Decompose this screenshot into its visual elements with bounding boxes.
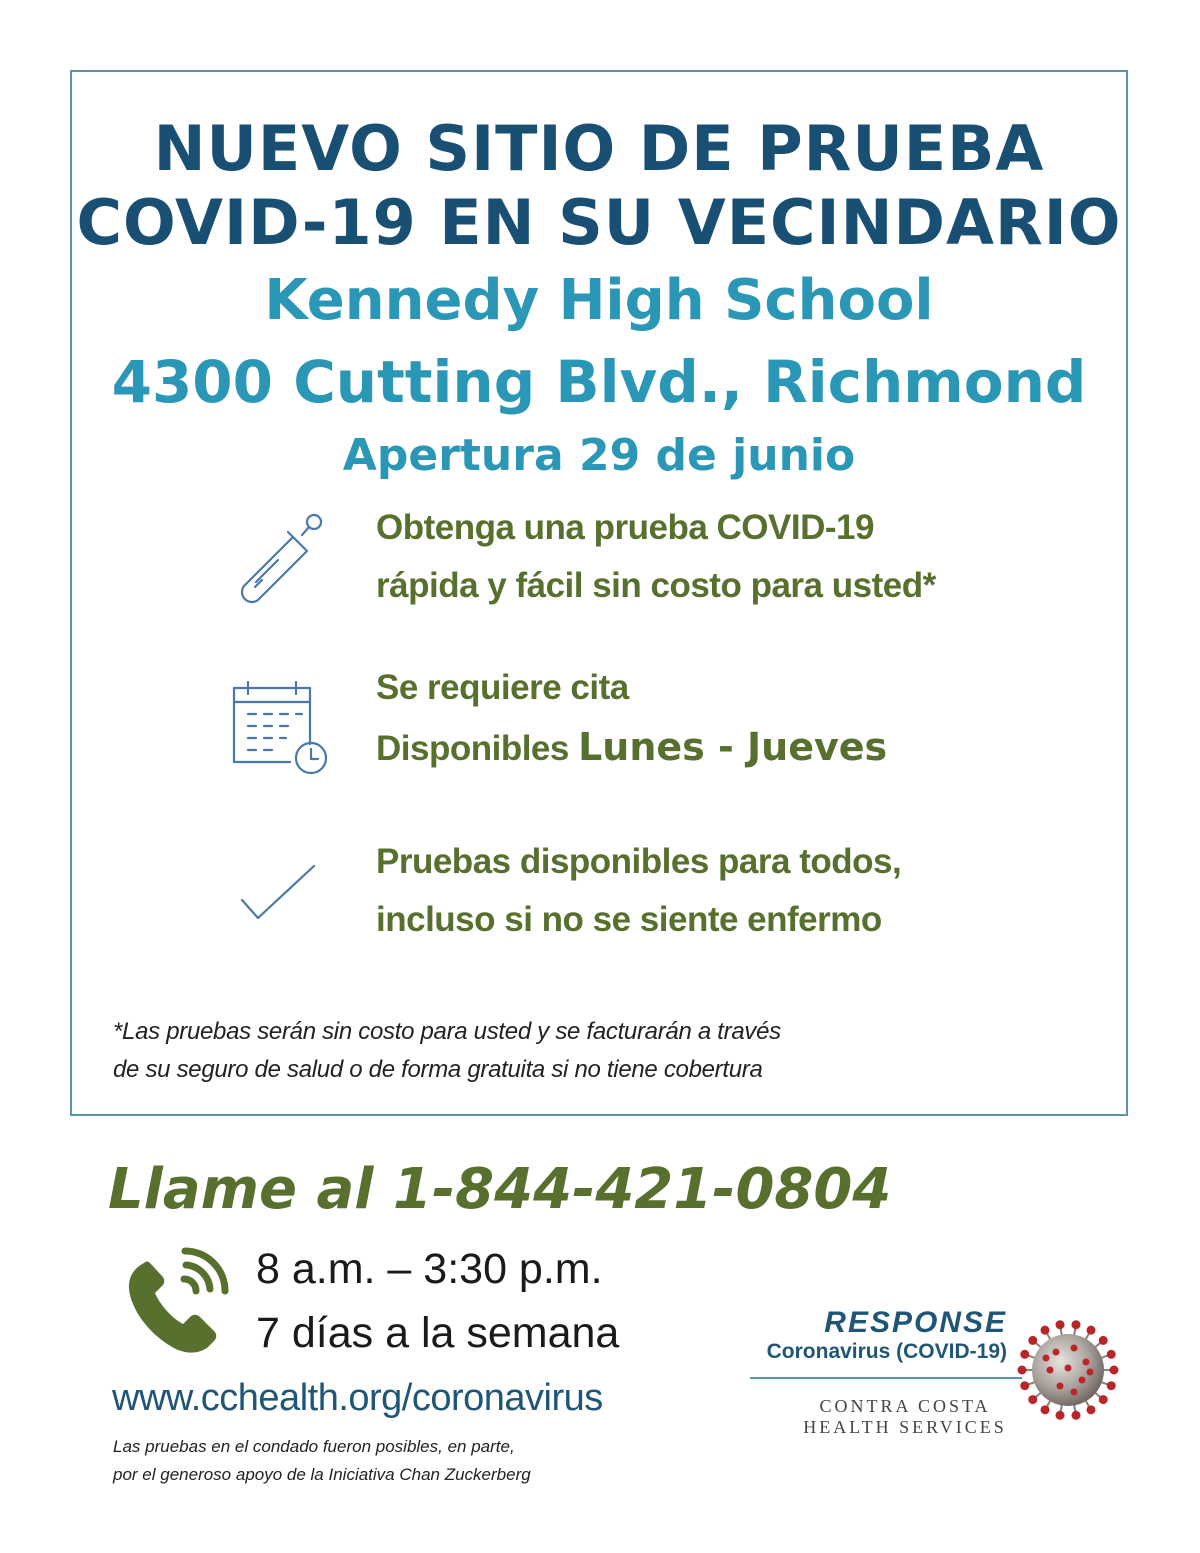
- logo-org-line-2: HEALTH SERVICES: [803, 1417, 1007, 1437]
- feature-1-line-2: rápida y fácil sin costo para usted*: [376, 566, 936, 605]
- virus-icon: [1016, 1318, 1120, 1422]
- feature-2-line-1: Se requiere cita: [376, 668, 629, 707]
- call-number: Llame al 1-844-421-0804: [108, 1157, 892, 1222]
- phone-icon: [122, 1245, 232, 1357]
- footnote-line-1: *Las pruebas serán sin costo para usted y se facturarán a través: [113, 1018, 781, 1045]
- checkmark-icon: [238, 862, 318, 924]
- footnote-line-2: de su seguro de salud o de forma gratuita si no tiene cobertura: [113, 1056, 763, 1083]
- test-tube-icon: [228, 510, 328, 610]
- feature-2-days: Lunes - Jueves: [578, 725, 888, 769]
- feature-3-line-1: Pruebas disponibles para todos,: [376, 842, 902, 881]
- headline-line-2: COVID-19 EN SU VECINDARIO: [76, 186, 1122, 259]
- credit-line-1: Las pruebas en el condado fueron posibles, en parte,: [113, 1437, 515, 1456]
- feature-1-line-1: Obtenga una prueba COVID-19: [376, 508, 874, 547]
- location-address: 4300 Cutting Blvd., Richmond: [111, 348, 1087, 416]
- calendar-clock-icon: [228, 678, 334, 776]
- website-link[interactable]: www.cchealth.org/coronavirus: [112, 1377, 603, 1419]
- logo-response: RESPONSE: [824, 1306, 1007, 1339]
- credit-line-2: por el generoso apoyo de la Iniciativa Chan Zuckerberg: [113, 1465, 531, 1484]
- opening-date: Apertura 29 de junio: [342, 430, 856, 481]
- location-name: Kennedy High School: [264, 268, 934, 333]
- logo-divider: [750, 1377, 1022, 1379]
- call-days: 7 días a la semana: [256, 1309, 620, 1357]
- headline-line-1: NUEVO SITIO DE PRUEBA: [153, 112, 1045, 185]
- feature-2-line-2: [376, 717, 887, 779]
- logo-subtitle: Coronavirus (COVID-19): [766, 1340, 1007, 1363]
- feature-2-prefix: Disponibles: [376, 729, 579, 768]
- logo-org-line-1: CONTRA COSTA: [819, 1396, 991, 1416]
- feature-3-line-2: incluso si no se siente enfermo: [376, 900, 882, 939]
- footnote: [113, 1013, 781, 1089]
- call-hours: 8 a.m. – 3:30 p.m.: [256, 1245, 603, 1293]
- funding-credit: [113, 1433, 531, 1489]
